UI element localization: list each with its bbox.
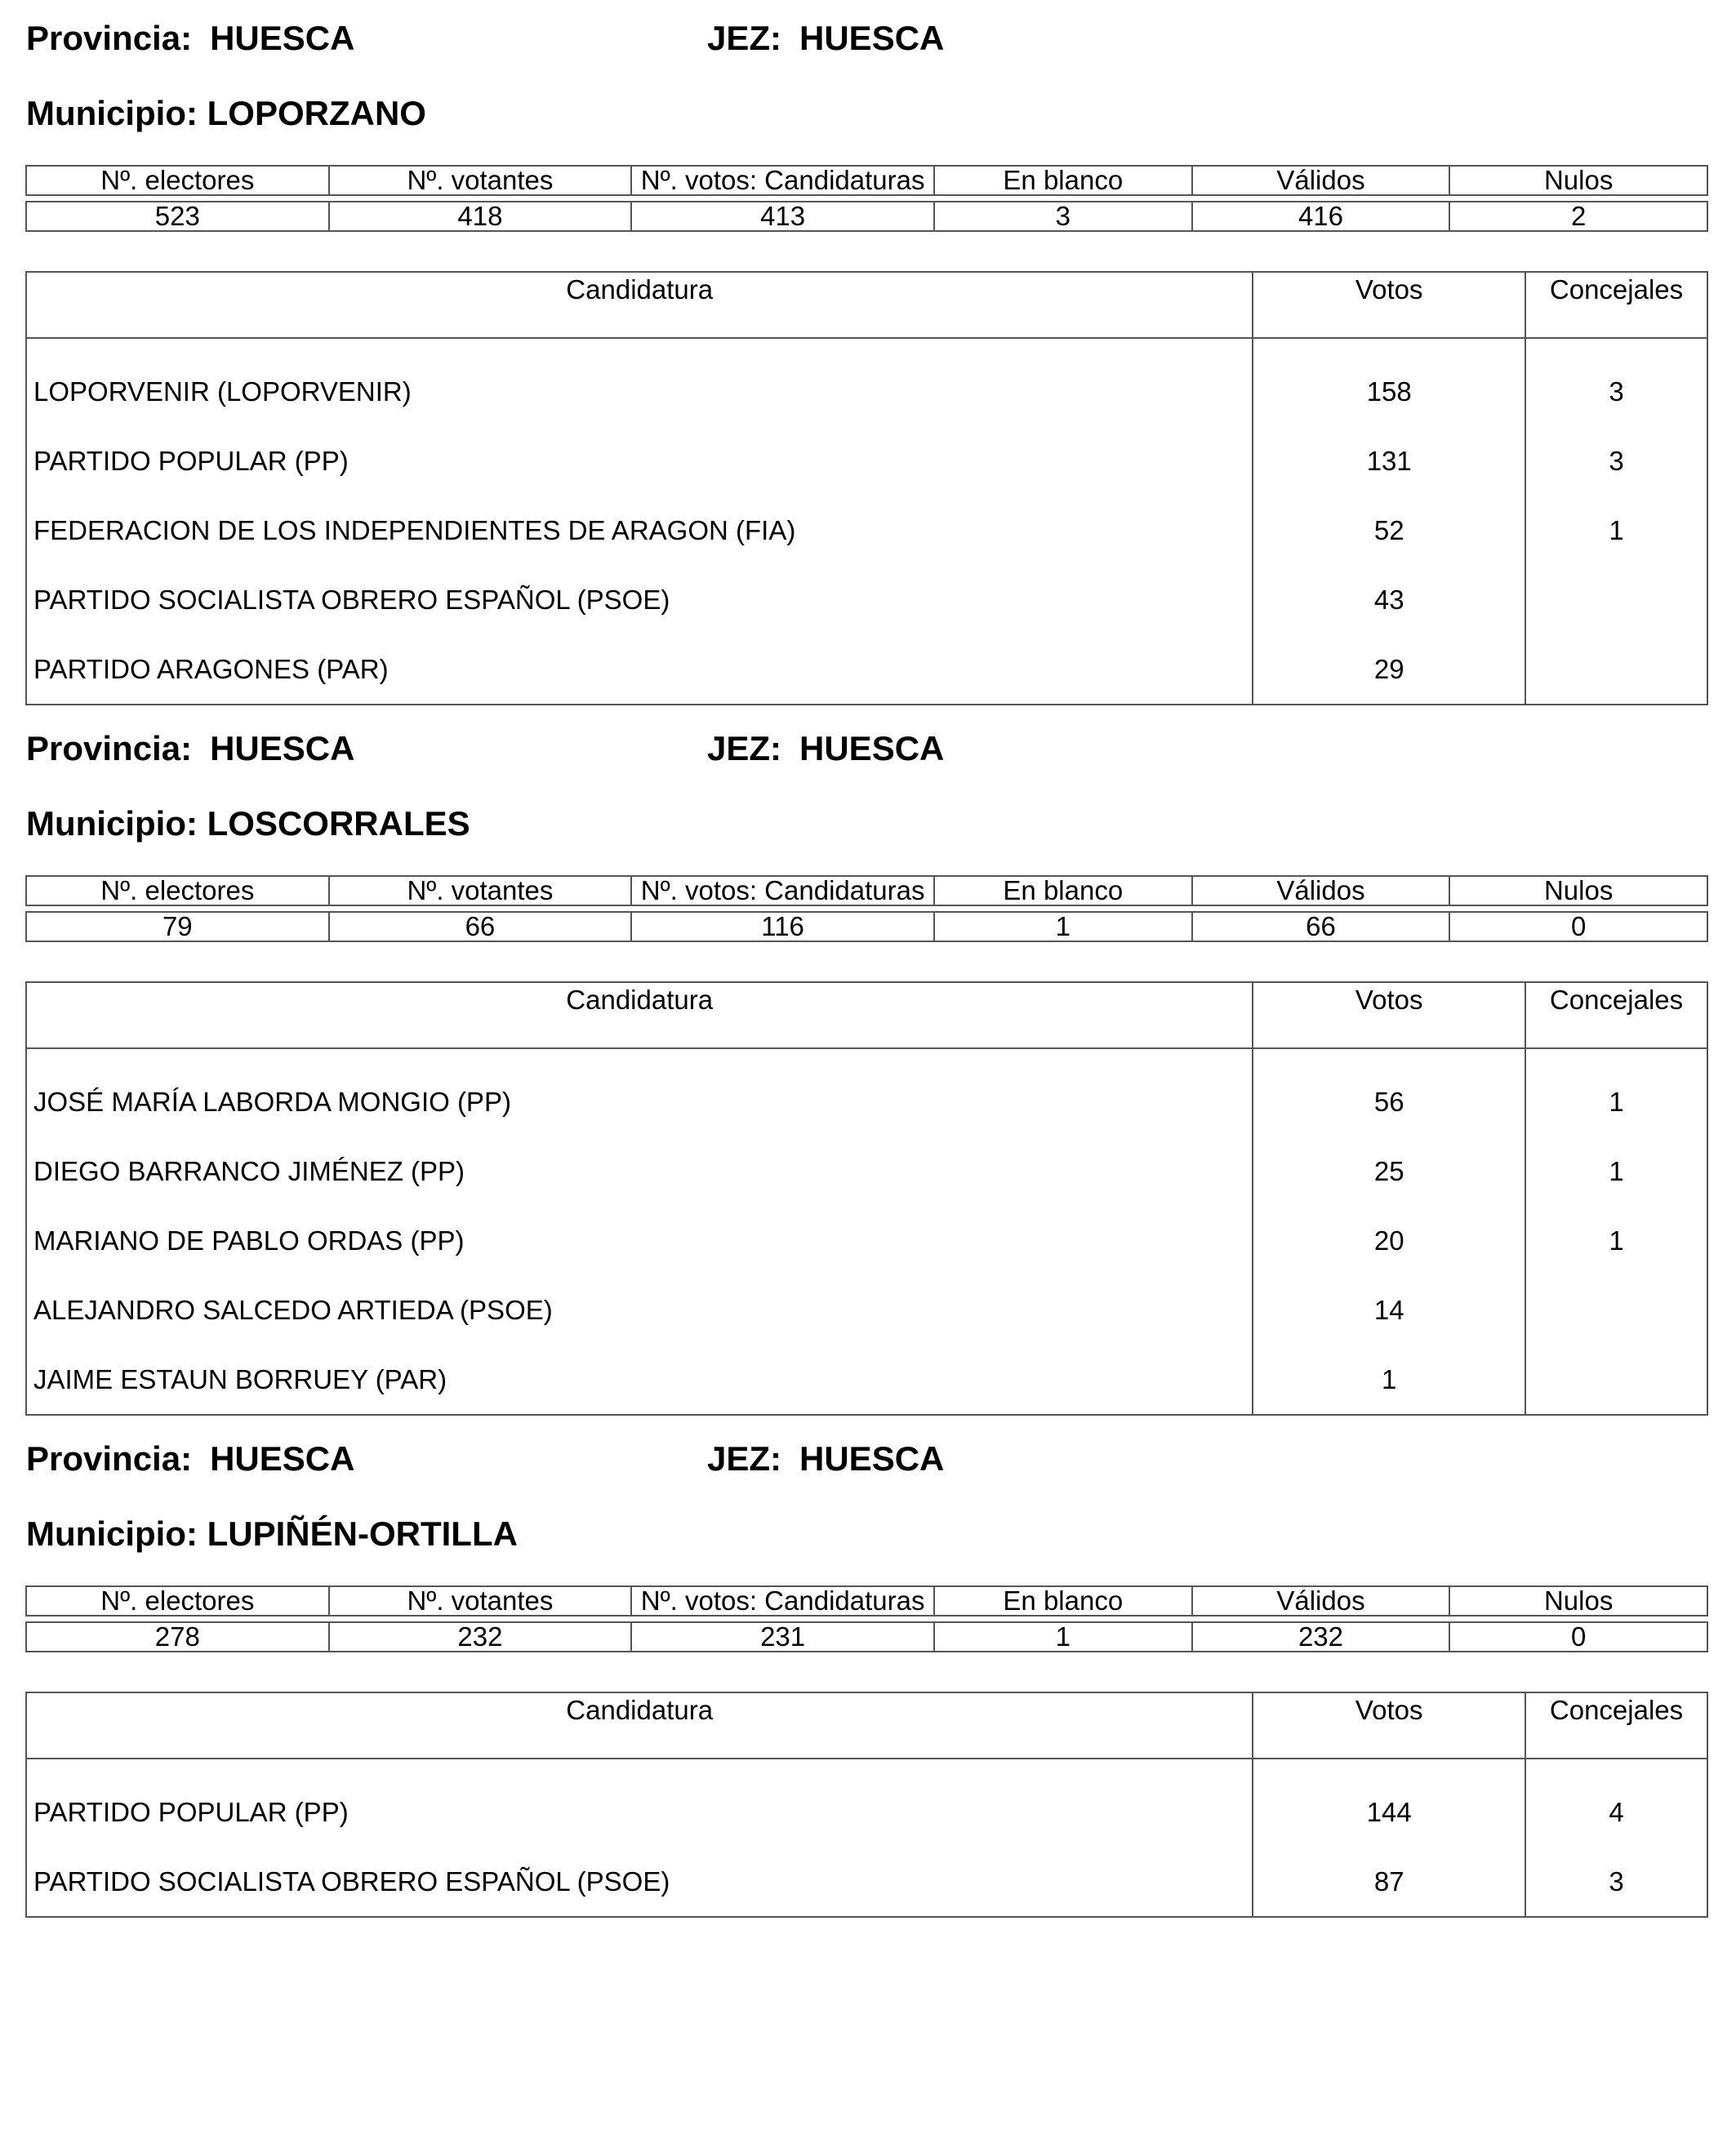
candidatura-concejales: 1 <box>1525 1136 1707 1206</box>
header-votos: Votos <box>1253 272 1525 338</box>
municipio-value: LOPORZANO <box>207 94 426 132</box>
header-concejales: Concejales <box>1525 982 1707 1048</box>
municipio-value: LOSCORRALES <box>207 804 470 843</box>
stats-table <box>25 165 1708 232</box>
candidatura-name: FEDERACION DE LOS INDEPENDIENTES DE ARAGON (FIA) <box>26 496 1253 565</box>
provincia-value: HUESCA <box>210 1439 355 1478</box>
municipio-value: LUPIÑÉN-ORTILLA <box>207 1514 518 1553</box>
header-candidatura: Candidatura <box>26 272 1253 338</box>
provincia-label: Provincia: <box>26 19 193 57</box>
candidaturas-table <box>25 271 1708 705</box>
candidatura-votos: 144 <box>1253 1759 1525 1847</box>
stats-header-nulos: Nulos <box>1449 166 1707 195</box>
jez-value: HUESCA <box>799 729 945 767</box>
candidatura-votos: 56 <box>1253 1048 1525 1136</box>
stats-header-row <box>26 166 1707 195</box>
provincia-line <box>26 21 354 56</box>
table-row <box>26 496 1707 565</box>
stats-header-validos: Válidos <box>1192 876 1450 905</box>
stats-header-nulos: Nulos <box>1449 1586 1707 1616</box>
candidatura-concejales <box>1525 1275 1707 1345</box>
table-row <box>26 338 1707 426</box>
candidatura-name: ALEJANDRO SALCEDO ARTIEDA (PSOE) <box>26 1275 1253 1345</box>
stats-header-nulos: Nulos <box>1449 876 1707 905</box>
candidatura-concejales: 4 <box>1525 1759 1707 1847</box>
candidatura-concejales: 1 <box>1525 496 1707 565</box>
table-row <box>26 1206 1707 1275</box>
jez-label: JEZ: <box>707 1439 782 1478</box>
table-row <box>26 1136 1707 1206</box>
stats-value-row <box>26 1622 1707 1652</box>
provincia-value: HUESCA <box>210 19 355 57</box>
stats-header-en-blanco: En blanco <box>934 1586 1192 1616</box>
stats-value-nulos: 0 <box>1449 1622 1707 1652</box>
candidatura-name: PARTIDO POPULAR (PP) <box>26 426 1253 496</box>
candidatura-name: JAIME ESTAUN BORRUEY (PAR) <box>26 1345 1253 1415</box>
candidatura-votos: 1 <box>1253 1345 1525 1415</box>
candidatura-votos: 29 <box>1253 634 1525 705</box>
candidatura-name: JOSÉ MARÍA LABORDA MONGIO (PP) <box>26 1048 1253 1136</box>
stats-value-electores: 278 <box>26 1622 329 1652</box>
candidaturas-table <box>25 981 1708 1416</box>
stats-value-votantes: 66 <box>329 912 632 941</box>
stats-value-en-blanco: 1 <box>934 912 1192 941</box>
candidatura-votos: 87 <box>1253 1847 1525 1917</box>
candidaturas-header-row <box>26 1692 1707 1759</box>
stats-table <box>25 875 1708 942</box>
stats-header-en-blanco: En blanco <box>934 166 1192 195</box>
table-row <box>26 426 1707 496</box>
stats-value-electores: 79 <box>26 912 329 941</box>
stats-header-electores: Nº. electores <box>26 1586 329 1616</box>
municipio-line <box>26 1514 518 1553</box>
table-row <box>26 1345 1707 1415</box>
stats-value-en-blanco: 1 <box>934 1622 1192 1652</box>
candidatura-name: PARTIDO SOCIALISTA OBRERO ESPAÑOL (PSOE) <box>26 1847 1253 1917</box>
candidatura-votos: 131 <box>1253 426 1525 496</box>
provincia-label: Provincia: <box>26 1439 193 1478</box>
municipio-line <box>26 804 470 843</box>
candidatura-concejales: 3 <box>1525 338 1707 426</box>
stats-value-votos-candidaturas: 231 <box>631 1622 934 1652</box>
header-concejales: Concejales <box>1525 272 1707 338</box>
stats-header-votantes: Nº. votantes <box>329 1586 632 1616</box>
header-votos: Votos <box>1253 982 1525 1048</box>
table-row <box>26 1847 1707 1917</box>
stats-value-votantes: 232 <box>329 1622 632 1652</box>
candidaturas-header-row <box>26 272 1707 338</box>
stats-header-votantes: Nº. votantes <box>329 166 632 195</box>
stats-value-nulos: 0 <box>1449 912 1707 941</box>
header-concejales: Concejales <box>1525 1692 1707 1759</box>
table-row <box>26 1759 1707 1847</box>
candidatura-concejales: 3 <box>1525 426 1707 496</box>
candidatura-name: MARIANO DE PABLO ORDAS (PP) <box>26 1206 1253 1275</box>
stats-header-votos-candidaturas: Nº. votos: Candidaturas <box>631 1586 934 1616</box>
municipio-label: Municipio: <box>26 804 198 843</box>
municipio-line <box>26 96 426 131</box>
stats-value-votos-candidaturas: 116 <box>631 912 934 941</box>
stats-header-votantes: Nº. votantes <box>329 876 632 905</box>
candidatura-votos: 43 <box>1253 565 1525 634</box>
jez-label: JEZ: <box>707 19 782 57</box>
stats-value-en-blanco: 3 <box>934 202 1192 231</box>
stats-header-votos-candidaturas: Nº. votos: Candidaturas <box>631 876 934 905</box>
candidaturas-table <box>25 1692 1708 1918</box>
provincia-label: Provincia: <box>26 729 193 767</box>
candidatura-concejales <box>1525 634 1707 705</box>
jez-value: HUESCA <box>799 1439 945 1478</box>
stats-header-validos: Válidos <box>1192 1586 1450 1616</box>
table-row <box>26 565 1707 634</box>
stats-header-en-blanco: En blanco <box>934 876 1192 905</box>
table-row <box>26 634 1707 705</box>
table-row <box>26 1048 1707 1136</box>
stats-header-votos-candidaturas: Nº. votos: Candidaturas <box>631 166 934 195</box>
jez-line <box>707 729 945 767</box>
stats-table <box>25 1585 1708 1652</box>
stats-value-votos-candidaturas: 413 <box>631 202 934 231</box>
candidatura-votos: 25 <box>1253 1136 1525 1206</box>
stats-header-row <box>26 1586 1707 1616</box>
table-row <box>26 1275 1707 1345</box>
header-votos: Votos <box>1253 1692 1525 1759</box>
candidatura-concejales: 1 <box>1525 1206 1707 1275</box>
stats-value-validos: 416 <box>1192 202 1450 231</box>
jez-line <box>707 21 944 56</box>
candidatura-name: PARTIDO POPULAR (PP) <box>26 1759 1253 1847</box>
municipio-label: Municipio: <box>26 1514 198 1553</box>
stats-value-nulos: 2 <box>1449 202 1707 231</box>
candidatura-name: PARTIDO ARAGONES (PAR) <box>26 634 1253 705</box>
jez-line <box>707 1439 945 1478</box>
provincia-line <box>26 729 355 767</box>
candidatura-name: LOPORVENIR (LOPORVENIR) <box>26 338 1253 426</box>
stats-value-validos: 66 <box>1192 912 1450 941</box>
stats-value-row <box>26 912 1707 941</box>
jez-value: HUESCA <box>799 19 945 57</box>
provincia-line <box>26 1439 355 1478</box>
municipio-label: Municipio: <box>26 94 198 132</box>
candidaturas-header-row <box>26 982 1707 1048</box>
header-candidatura: Candidatura <box>26 982 1253 1048</box>
provincia-value: HUESCA <box>210 729 355 767</box>
stats-header-row <box>26 876 1707 905</box>
stats-value-row <box>26 202 1707 231</box>
stats-header-electores: Nº. electores <box>26 166 329 195</box>
candidatura-votos: 52 <box>1253 496 1525 565</box>
jez-label: JEZ: <box>707 729 782 767</box>
stats-header-validos: Válidos <box>1192 166 1450 195</box>
candidatura-votos: 158 <box>1253 338 1525 426</box>
candidatura-name: PARTIDO SOCIALISTA OBRERO ESPAÑOL (PSOE) <box>26 565 1253 634</box>
candidatura-concejales: 1 <box>1525 1048 1707 1136</box>
candidatura-votos: 20 <box>1253 1206 1525 1275</box>
stats-value-validos: 232 <box>1192 1622 1450 1652</box>
header-candidatura: Candidatura <box>26 1692 1253 1759</box>
candidatura-name: DIEGO BARRANCO JIMÉNEZ (PP) <box>26 1136 1253 1206</box>
stats-value-votantes: 418 <box>329 202 632 231</box>
stats-value-electores: 523 <box>26 202 329 231</box>
stats-header-electores: Nº. electores <box>26 876 329 905</box>
candidatura-concejales: 3 <box>1525 1847 1707 1917</box>
candidatura-concejales <box>1525 565 1707 634</box>
candidatura-votos: 14 <box>1253 1275 1525 1345</box>
candidatura-concejales <box>1525 1345 1707 1415</box>
